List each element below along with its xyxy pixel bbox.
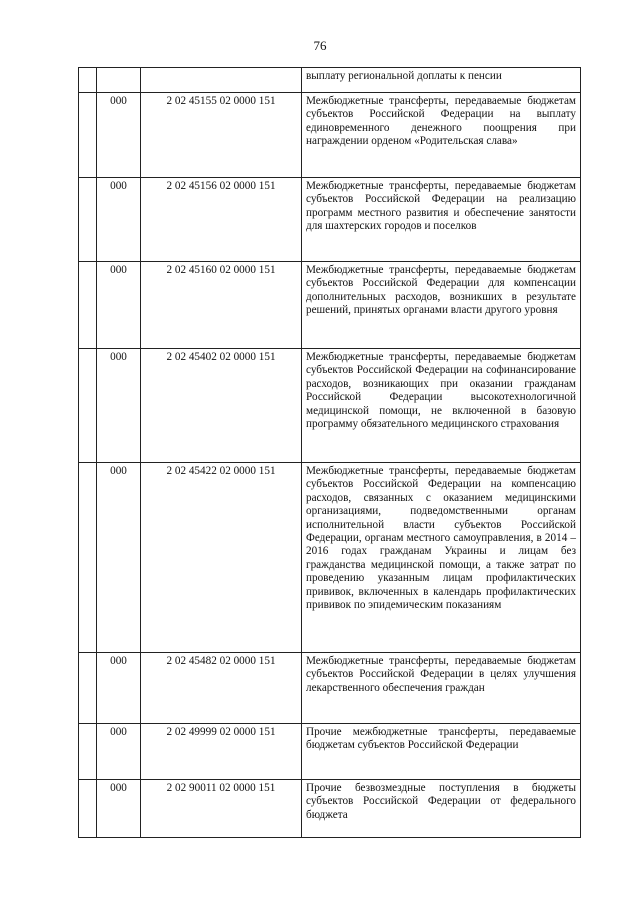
margin-cell bbox=[79, 780, 97, 838]
revenue-classification-table bbox=[78, 67, 581, 838]
table-row bbox=[79, 93, 581, 178]
margin-cell bbox=[79, 178, 97, 262]
budget-code-cell: 2 02 45422 02 0000 151 bbox=[141, 463, 302, 653]
table-row bbox=[79, 262, 581, 349]
budget-code-cell: 2 02 45482 02 0000 151 bbox=[141, 653, 302, 724]
description-cell: Прочие межбюджетные трансферты, передаваемые бюджетам субъектов Российской Федерации bbox=[302, 724, 581, 780]
admin-code-cell: 000 bbox=[97, 724, 141, 780]
admin-code-cell: 000 bbox=[97, 93, 141, 178]
admin-code-cell: 000 bbox=[97, 178, 141, 262]
margin-cell bbox=[79, 653, 97, 724]
margin-cell bbox=[79, 93, 97, 178]
page-number: 76 bbox=[313, 38, 327, 53]
budget-code-cell: 2 02 45160 02 0000 151 bbox=[141, 262, 302, 349]
table-row bbox=[79, 68, 581, 93]
budget-code-cell: 2 02 45155 02 0000 151 bbox=[141, 93, 302, 178]
budget-code-cell: 2 02 45402 02 0000 151 bbox=[141, 349, 302, 463]
budget-code-cell: 2 02 90011 02 0000 151 bbox=[141, 780, 302, 838]
admin-code-cell: 000 bbox=[97, 349, 141, 463]
description-cell: Межбюджетные трансферты, передаваемые бюджетам субъектов Российской Федерации на софинансирование расходов, возникающих при оказании гражданам Российской Федерации высокотехнологичной медицинской помощи, не включенной в базовую программу обязательного медицинского страхования bbox=[302, 349, 581, 463]
table-row bbox=[79, 463, 581, 653]
description-cell: выплату региональной доплаты к пенсии bbox=[302, 68, 581, 93]
margin-cell bbox=[79, 68, 97, 93]
budget-code-cell bbox=[141, 68, 302, 93]
admin-code-cell bbox=[97, 68, 141, 93]
admin-code-cell: 000 bbox=[97, 463, 141, 653]
budget-code-cell: 2 02 45156 02 0000 151 bbox=[141, 178, 302, 262]
margin-cell bbox=[79, 262, 97, 349]
table-row bbox=[79, 724, 581, 780]
table-row bbox=[79, 780, 581, 838]
table-row bbox=[79, 349, 581, 463]
table-row bbox=[79, 178, 581, 262]
description-cell: Прочие безвозмездные поступления в бюджеты субъектов Российской Федерации от федерального бюджета bbox=[302, 780, 581, 838]
description-cell: Межбюджетные трансферты, передаваемые бюджетам субъектов Российской Федерации на компенсацию расходов, связанных с оказанием медицинскими организациями, подведомственными органам исполнительной власти субъектов Российской Федерации, органам местного самоуправления, в 2014 – 2016 годах гражданам Украины и лицам без гражданства медицинской помощи, а также затрат по проведению указанным лицам профилактических прививок, включенных в календарь профилактических прививок по эпидемическим показаниям bbox=[302, 463, 581, 653]
admin-code-cell: 000 bbox=[97, 780, 141, 838]
margin-cell bbox=[79, 724, 97, 780]
description-cell: Межбюджетные трансферты, передаваемые бюджетам субъектов Российской Федерации на выплату единовременного денежного поощрения при награждении орденом «Родительская слава» bbox=[302, 93, 581, 178]
admin-code-cell: 000 bbox=[97, 653, 141, 724]
table-row bbox=[79, 653, 581, 724]
description-cell: Межбюджетные трансферты, передаваемые бюджетам субъектов Российской Федерации в целях улучшения лекарственного обеспечения граждан bbox=[302, 653, 581, 724]
description-cell: Межбюджетные трансферты, передаваемые бюджетам субъектов Российской Федерации для компенсации дополнительных расходов, возникших в результате решений, принятых органами власти другого уровня bbox=[302, 262, 581, 349]
margin-cell bbox=[79, 463, 97, 653]
budget-code-cell: 2 02 49999 02 0000 151 bbox=[141, 724, 302, 780]
margin-cell bbox=[79, 349, 97, 463]
admin-code-cell: 000 bbox=[97, 262, 141, 349]
description-cell: Межбюджетные трансферты, передаваемые бюджетам субъектов Российской Федерации на реализацию программ местного развития и обеспечение занятости для шахтерских городов и поселков bbox=[302, 178, 581, 262]
